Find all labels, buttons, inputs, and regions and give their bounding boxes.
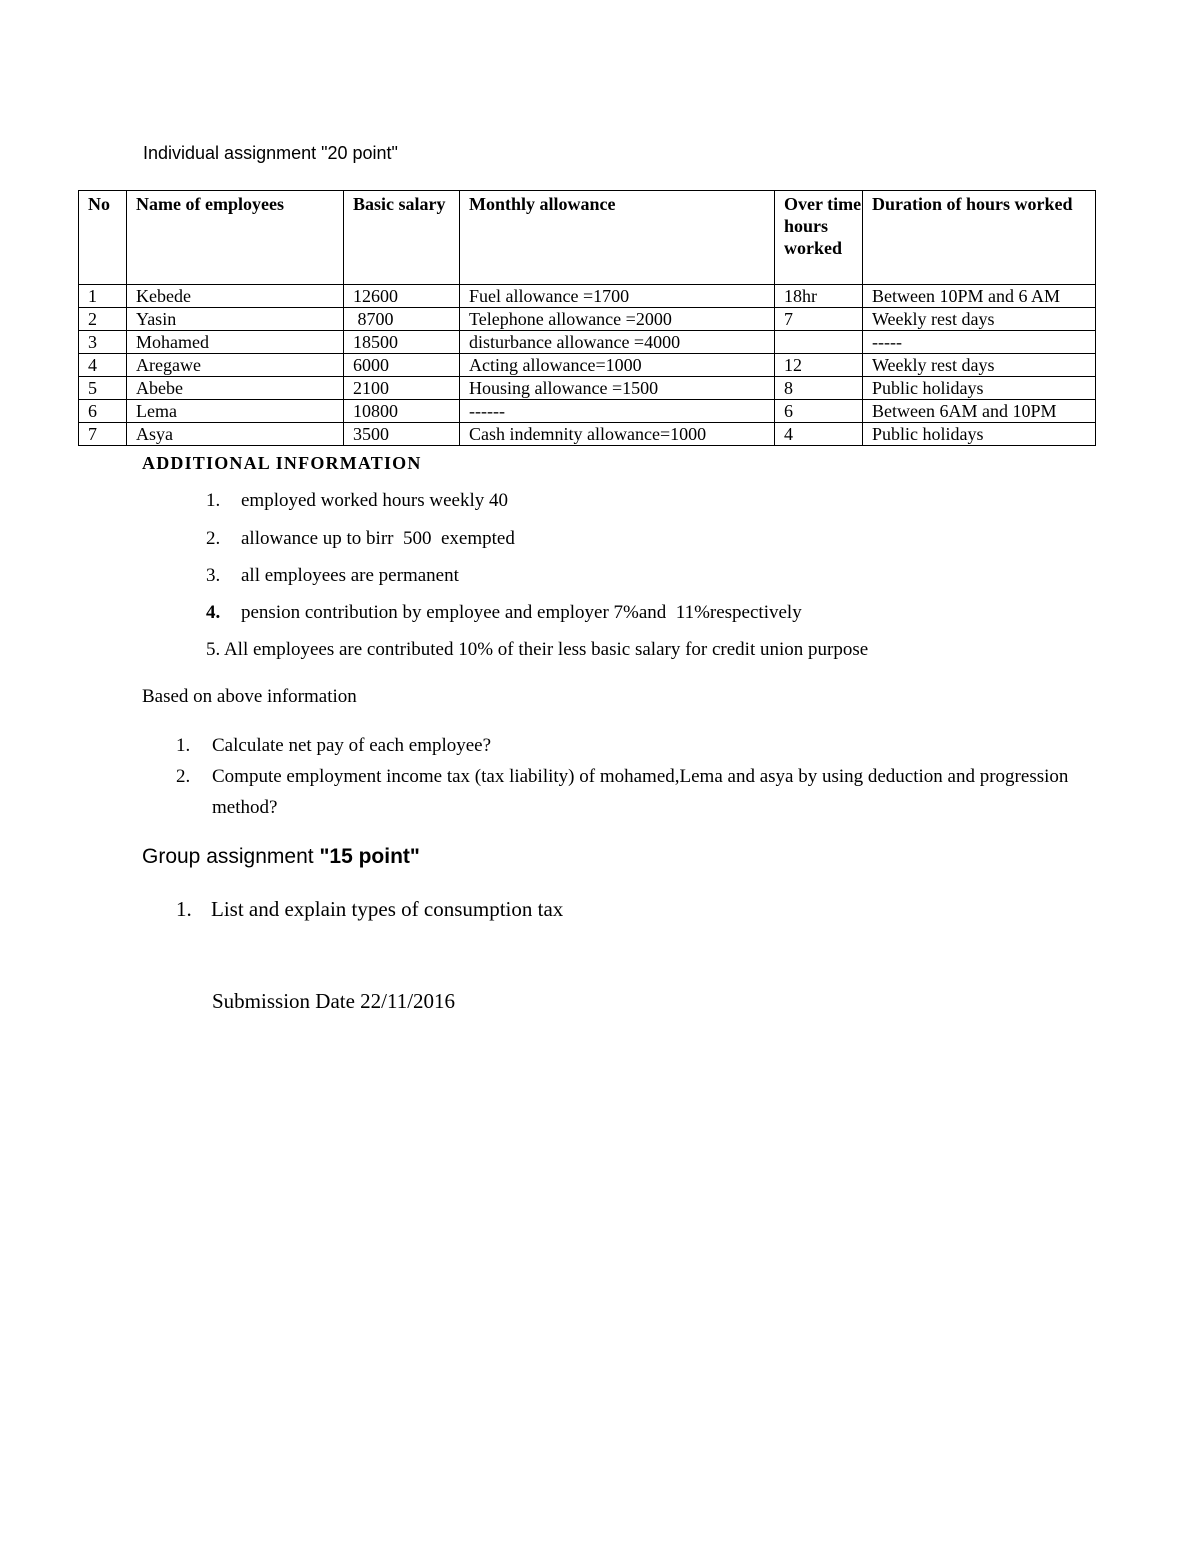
cell-basic-salary: 10800 xyxy=(344,400,460,423)
info-item-text: allowance up to birr 500 exempted xyxy=(241,528,515,549)
question-text: Compute employment income tax (tax liability) of mohamed,Lema and asya by using deduction and progression method? xyxy=(212,766,1069,818)
table-row xyxy=(79,423,1096,446)
cell-no: 7 xyxy=(79,423,127,446)
table-header-row xyxy=(79,191,1096,285)
cell-no: 3 xyxy=(79,331,127,354)
info-item-number: 2. xyxy=(206,528,221,549)
header-no: No xyxy=(79,191,127,285)
info-item-number: 4. xyxy=(206,602,221,623)
cell-basic-salary: 12600 xyxy=(344,285,460,308)
cell-name: Asya xyxy=(127,423,344,446)
info-item-text: employed worked hours weekly 40 xyxy=(241,490,508,511)
info-item-number: 3. xyxy=(206,565,221,586)
table-row xyxy=(79,285,1096,308)
table-row xyxy=(79,354,1096,377)
cell-overtime: 18hr xyxy=(775,285,863,308)
cell-basic-salary: 18500 xyxy=(344,331,460,354)
cell-overtime: 8 xyxy=(775,377,863,400)
question-number: 1. xyxy=(176,735,191,756)
cell-duration: Between 6AM and 10PM xyxy=(863,400,1096,423)
info-item xyxy=(206,639,868,661)
cell-overtime xyxy=(775,331,863,354)
cell-name: Aregawe xyxy=(127,354,344,377)
cell-allowance: Acting allowance=1000 xyxy=(460,354,775,377)
header-overtime-hours: Over time hours worked xyxy=(775,191,863,285)
header-name: Name of employees xyxy=(127,191,344,285)
table-row xyxy=(79,400,1096,423)
question-text: Calculate net pay of each employee? xyxy=(212,735,492,756)
group-item xyxy=(176,897,563,922)
cell-name: Abebe xyxy=(127,377,344,400)
info-item-number: 1. xyxy=(206,490,221,511)
group-title-prefix: Group assignment xyxy=(142,845,320,868)
table-row xyxy=(79,331,1096,354)
group-assignment-title xyxy=(142,845,420,869)
table-row xyxy=(79,377,1096,400)
cell-duration: Public holidays xyxy=(863,423,1096,446)
cell-basic-salary: 6000 xyxy=(344,354,460,377)
header-duration: Duration of hours worked xyxy=(863,191,1096,285)
cell-basic-salary: 3500 xyxy=(344,423,460,446)
cell-name: Yasin xyxy=(127,308,344,331)
info-item-text: pension contribution by employee and employer 7%and 11%respectively xyxy=(241,602,802,623)
cell-overtime: 4 xyxy=(775,423,863,446)
cell-allowance: Fuel allowance =1700 xyxy=(460,285,775,308)
cell-allowance: Cash indemnity allowance=1000 xyxy=(460,423,775,446)
cell-no: 5 xyxy=(79,377,127,400)
cell-name: Lema xyxy=(127,400,344,423)
cell-no: 6 xyxy=(79,400,127,423)
cell-name: Mohamed xyxy=(127,331,344,354)
cell-no: 1 xyxy=(79,285,127,308)
cell-overtime: 6 xyxy=(775,400,863,423)
cell-allowance: Telephone allowance =2000 xyxy=(460,308,775,331)
cell-overtime: 7 xyxy=(775,308,863,331)
info-item xyxy=(206,528,515,550)
question-number: 2. xyxy=(176,766,191,787)
info-item-text: all employees are permanent xyxy=(241,565,459,586)
header-monthly-allowance: Monthly allowance xyxy=(460,191,775,285)
header-basic-salary: Basic salary xyxy=(344,191,460,285)
cell-allowance: ------ xyxy=(460,400,775,423)
info-item-text: All employees are contributed 10% of their less basic salary for credit union purpose xyxy=(223,639,869,660)
cell-duration: Weekly rest days xyxy=(863,354,1096,377)
cell-allowance: Housing allowance =1500 xyxy=(460,377,775,400)
based-on-text: Based on above information xyxy=(142,686,357,707)
info-item xyxy=(206,565,459,587)
group-item-text: List and explain types of consumption tax xyxy=(211,897,564,921)
cell-name: Kebede xyxy=(127,285,344,308)
cell-allowance: disturbance allowance =4000 xyxy=(460,331,775,354)
cell-no: 4 xyxy=(79,354,127,377)
table-row xyxy=(79,308,1096,331)
cell-duration: Public holidays xyxy=(863,377,1096,400)
group-item-number: 1. xyxy=(176,897,192,921)
additional-information-title: ADDITIONAL INFORMATION xyxy=(142,453,422,473)
cell-overtime: 12 xyxy=(775,354,863,377)
cell-no: 2 xyxy=(79,308,127,331)
cell-duration: ----- xyxy=(863,331,1096,354)
info-item-number: 5. xyxy=(206,639,221,660)
cell-basic-salary: 8700 xyxy=(344,308,460,331)
employees-table xyxy=(78,190,1096,446)
group-title-points: "15 point" xyxy=(319,845,420,868)
submission-date: Submission Date 22/11/2016 xyxy=(212,989,456,1013)
info-item xyxy=(206,490,508,512)
cell-duration: Weekly rest days xyxy=(863,308,1096,331)
individual-assignment-title: Individual assignment "20 point" xyxy=(143,143,398,163)
cell-duration: Between 10PM and 6 AM xyxy=(863,285,1096,308)
info-item xyxy=(206,602,802,624)
cell-basic-salary: 2100 xyxy=(344,377,460,400)
